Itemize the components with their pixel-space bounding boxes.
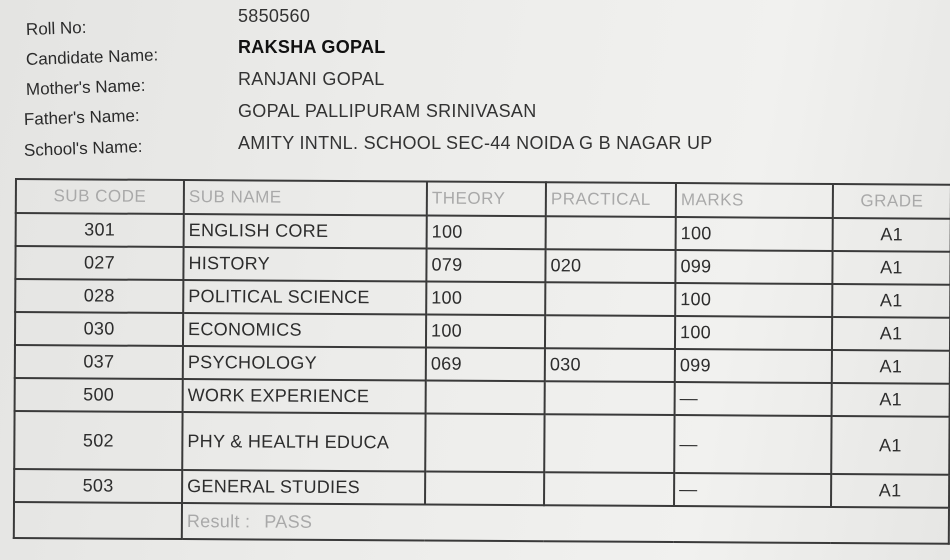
header-sub-name: SUB NAME — [184, 180, 427, 215]
theory-cell — [425, 472, 544, 506]
mother-name-label: Mother's Name: — [25, 75, 146, 99]
grade-cell: A1 — [832, 317, 950, 351]
marks-cell: 100 — [675, 283, 832, 317]
grade-cell: A1 — [832, 284, 950, 318]
header-practical: PRACTICAL — [546, 182, 676, 217]
sub-name-cell: PHY & HEALTH EDUCA — [182, 412, 425, 471]
grade-cell: A1 — [831, 416, 949, 475]
marks-cell: 100 — [675, 316, 832, 350]
father-name-label: Father's Name: — [23, 105, 140, 129]
header-theory: THEORY — [427, 182, 546, 217]
practical-cell — [545, 282, 675, 316]
marks-cell: 100 — [676, 217, 833, 251]
sub-code-cell: 027 — [15, 246, 183, 280]
header-sub-code: SUB CODE — [16, 179, 184, 214]
sub-code-cell: 502 — [14, 411, 182, 470]
marks-cell: — — [674, 415, 831, 474]
practical-cell — [544, 414, 674, 473]
practical-cell: 020 — [545, 249, 675, 283]
theory-cell: 100 — [426, 282, 545, 316]
sub-name-cell: ECONOMICS — [183, 313, 426, 347]
grade-cell: A1 — [832, 383, 950, 417]
marks-cell: 099 — [675, 349, 832, 383]
sub-code-cell: 028 — [15, 279, 183, 313]
sub-code-cell: 030 — [15, 312, 183, 346]
practical-cell — [544, 472, 674, 506]
sub-code-cell: 500 — [15, 378, 183, 412]
result-cell — [182, 503, 949, 544]
practical-cell — [546, 216, 676, 250]
theory-cell: 100 — [426, 315, 545, 349]
result-value: PASS — [264, 511, 313, 532]
theory-cell — [426, 381, 545, 415]
grade-cell: A1 — [833, 218, 950, 252]
candidate-name-value: RAKSHA GOPAL — [238, 37, 386, 57]
practical-cell — [545, 315, 675, 349]
practical-cell: 030 — [545, 348, 675, 382]
sub-name-cell: GENERAL STUDIES — [182, 470, 425, 504]
school-name-value: AMITY INTNL. SCHOOL SEC-44 NOIDA G B NAGAR UP — [238, 133, 713, 153]
sub-code-cell: 503 — [14, 469, 182, 503]
practical-cell — [545, 381, 675, 415]
theory-cell: 069 — [426, 348, 545, 382]
grade-cell: A1 — [832, 350, 950, 384]
grade-cell: A1 — [832, 251, 950, 285]
candidate-name-label: Candidate Name: — [25, 45, 159, 69]
roll-no-label: Roll No: — [25, 17, 87, 39]
sub-name-cell: ENGLISH CORE — [184, 214, 427, 248]
grade-cell: A1 — [831, 474, 949, 508]
theory-cell: 079 — [426, 249, 545, 283]
header-grade: GRADE — [833, 184, 950, 219]
theory-cell: 100 — [427, 216, 546, 250]
sub-name-cell: PSYCHOLOGY — [183, 346, 426, 380]
sub-code-cell: 301 — [16, 213, 184, 247]
result-label: Result : — [186, 510, 251, 531]
sub-code-cell: 037 — [15, 345, 183, 379]
result-row — [14, 502, 949, 544]
mother-name-value: RANJANI GOPAL — [238, 69, 385, 89]
table-header-row — [16, 179, 950, 219]
marks-cell: — — [675, 382, 832, 416]
roll-no-value: 5850560 — [238, 6, 311, 26]
table-row — [14, 411, 949, 475]
theory-cell — [425, 414, 544, 473]
school-name-label: School's Name: — [23, 136, 143, 160]
marks-cell: — — [674, 473, 831, 507]
father-name-value: GOPAL PALLIPURAM SRINIVASAN — [238, 101, 537, 121]
header-marks: MARKS — [676, 183, 833, 218]
marks-cell: 099 — [675, 250, 832, 284]
marks-table — [13, 178, 950, 545]
cropped-header-text — [0, 0, 950, 6]
sub-name-cell: WORK EXPERIENCE — [183, 379, 426, 413]
result-blank-cell — [14, 502, 182, 539]
sub-name-cell: HISTORY — [183, 247, 426, 281]
sub-name-cell: POLITICAL SCIENCE — [183, 280, 426, 314]
